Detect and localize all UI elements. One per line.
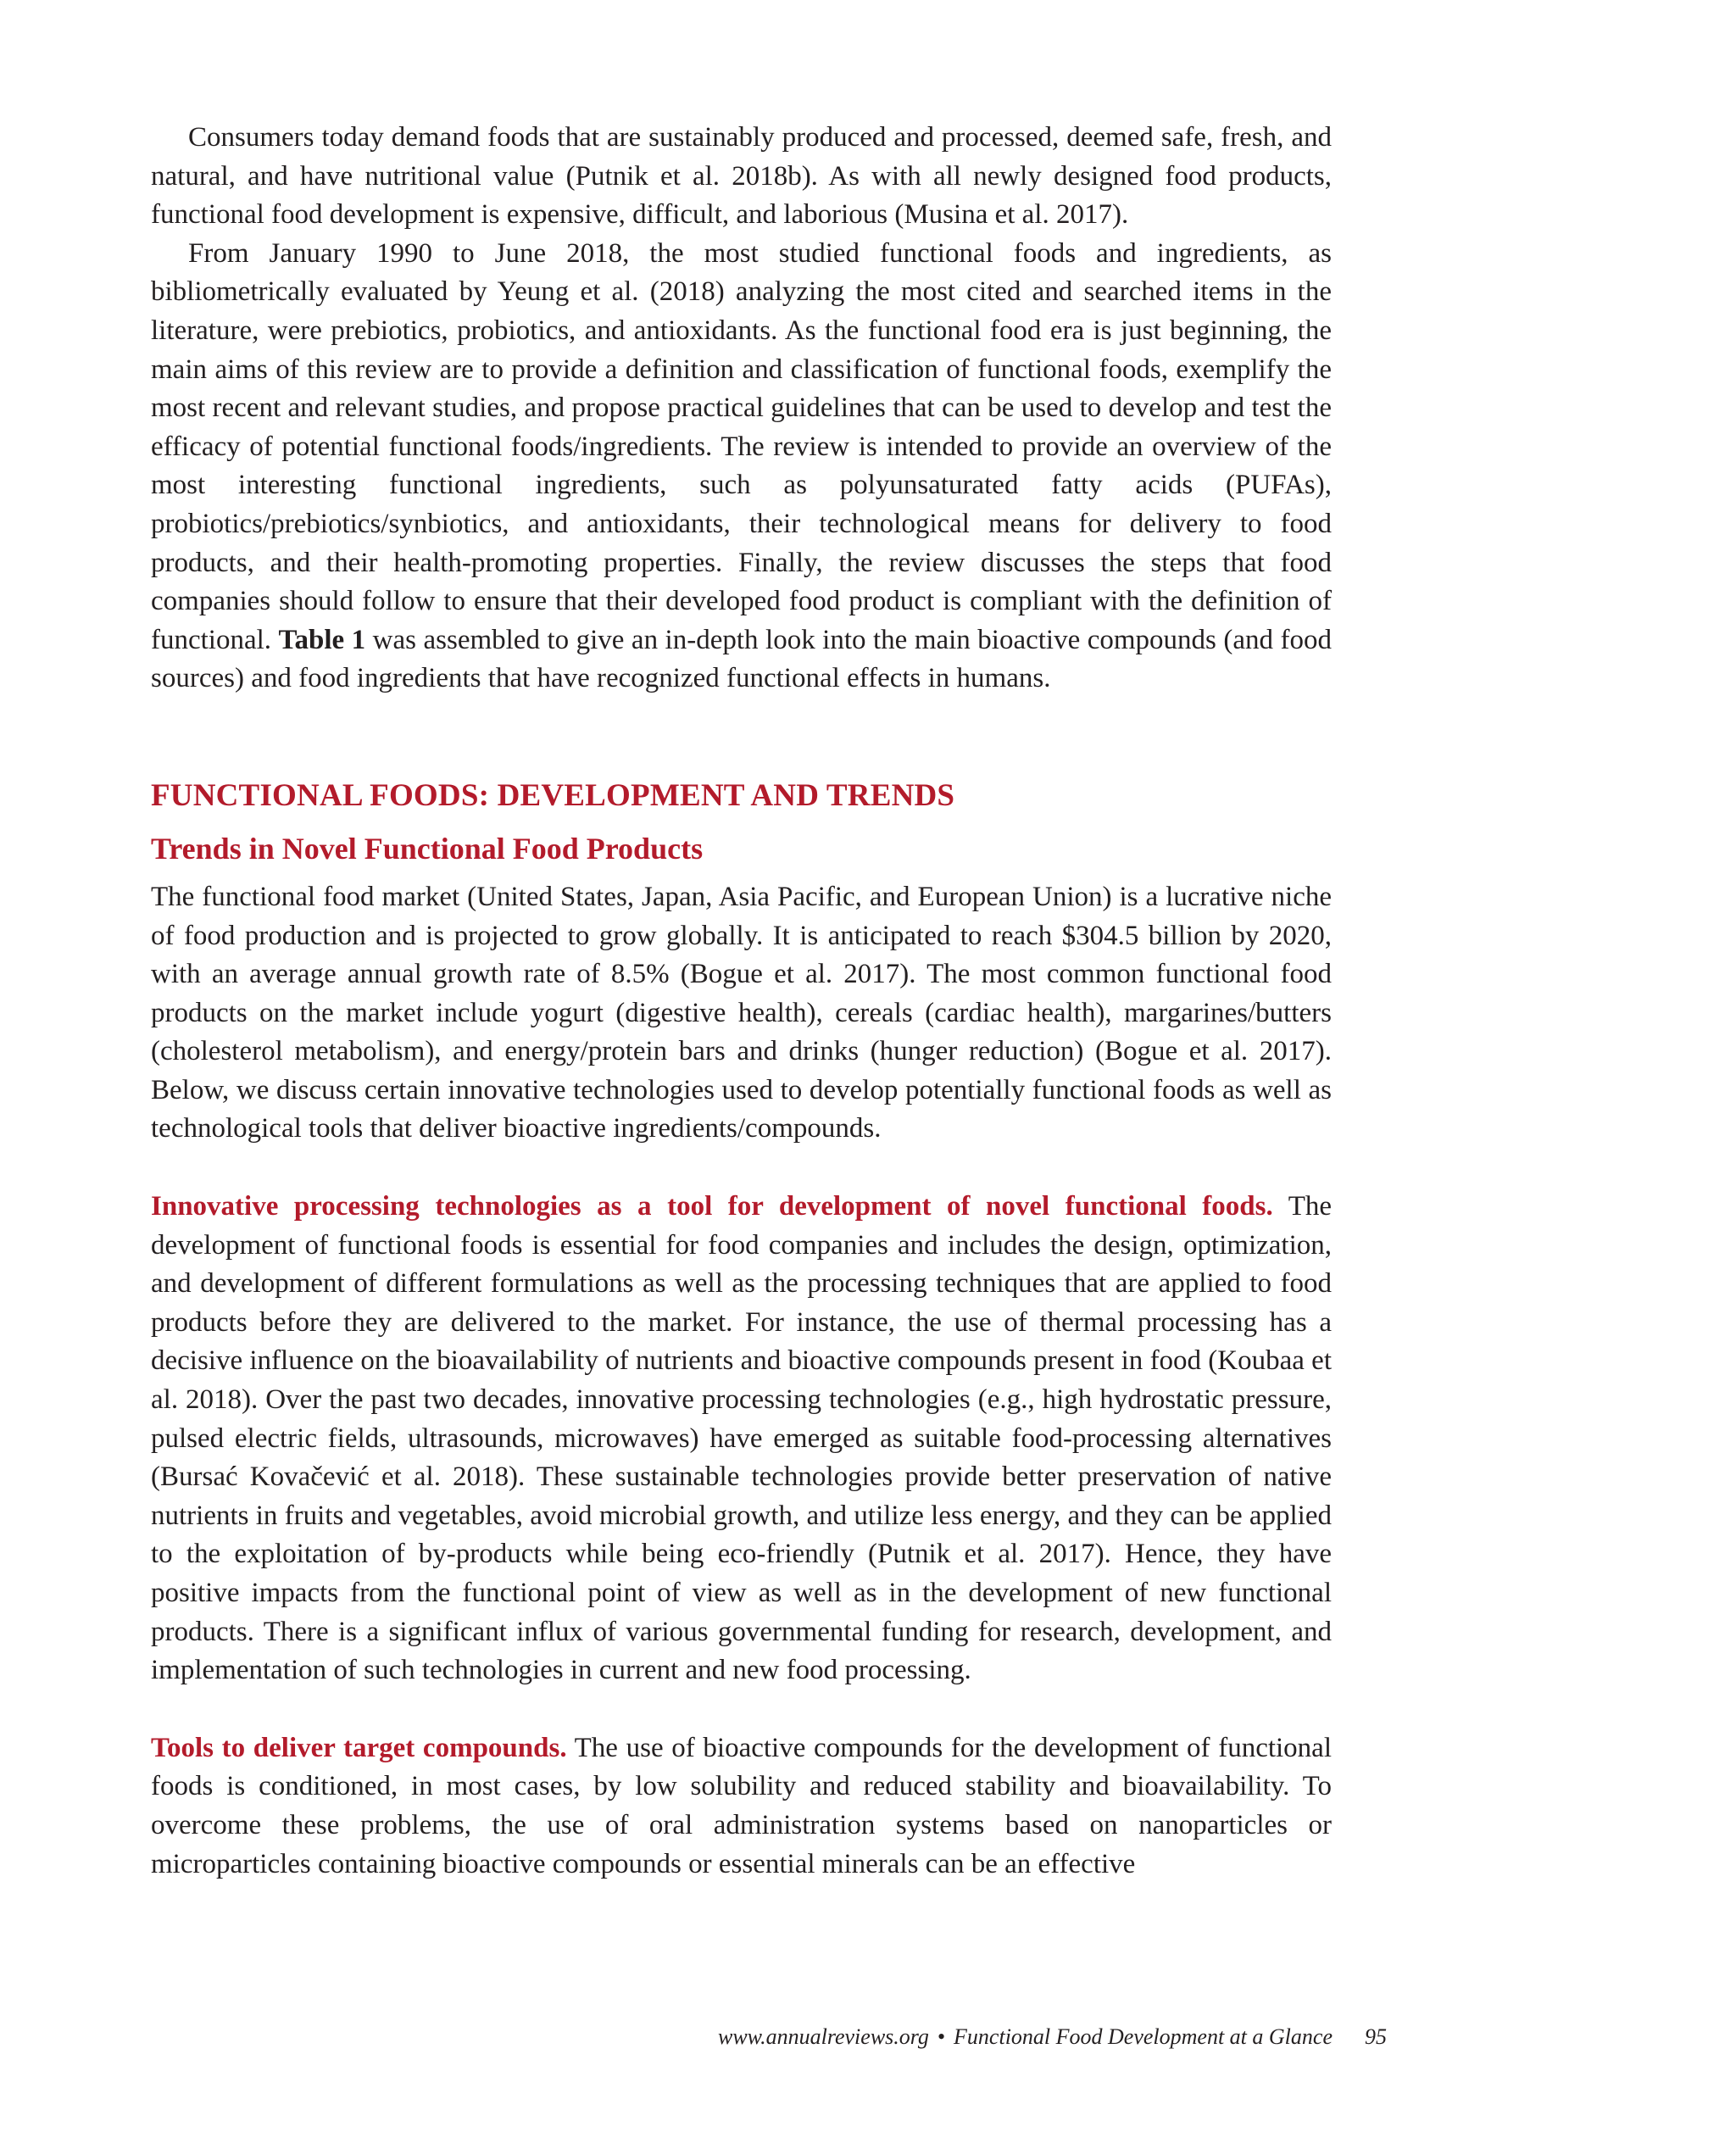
footer-running-head <box>718 2024 1333 2050</box>
innovative-processing-text: The development of functional foods is essential for food companies and includes the design, optimization, and development of different formulations as well as the processing techniques that are applied to food products before they are delivered to the market. For instance, the use of thermal processing has a decisive influence on the bioavailability of nutrients and bioactive compounds present in food (Koubaa et al. 2018). Over the past two decades, innovative processing technologies (e.g., high hydrostatic pressure, pulsed electric fields, ultrasounds, microwaves) have emerged as suitable food-processing alternatives (Bursać Kovačević et al. 2018). These sustainable technologies provide better preservation of native nutrients in fruits and vegetables, avoid microbial growth, and utilize less energy, and they can be applied to the exploitation of by-products while being eco-friendly (Putnik et al. 2017). Hence, they have positive impacts from the functional point of view as well as in the development of new functional products. There is a significant influx of various governmental funding for research, development, and implementation of such technologies in current and new food processing. <box>151 1191 1332 1686</box>
intro-paragraph-2-text-b: was assembled to give an in-depth look into the main bioactive compounds (and food sources) and food ingredients that have recognized functional effects in humans. <box>151 624 1332 694</box>
innovative-processing-paragraph <box>151 1188 1332 1690</box>
delivery-tools-text: The use of bioactive compounds for the development of functional foods is conditioned, in most cases, by low solubility and reduced stability and bioavailability. To overcome these problems, the use of oral administration systems based on nanoparticles or microparticles containing bioactive compounds or essential minerals can be an effective <box>151 1732 1332 1879</box>
section-heading: FUNCTIONAL FOODS: DEVELOPMENT AND TRENDS <box>151 777 955 813</box>
table-1-reference[interactable]: Table 1 <box>278 624 366 655</box>
delivery-tools-paragraph <box>151 1729 1332 1884</box>
article-body <box>151 119 1332 1884</box>
delivery-tools-runin-heading: Tools to deliver target compounds. <box>151 1732 567 1763</box>
innovative-processing-runin-heading: Innovative processing technologies as a tool for development of novel functional foods. <box>151 1191 1273 1222</box>
page-footer <box>0 2024 1736 2058</box>
market-trends-paragraph <box>151 878 1332 1149</box>
page-number: 95 <box>1365 2024 1387 2049</box>
intro-paragraph-2-text-a: From January 1990 to June 2018, the most studied functional foods and ingredients, as bibliometrically evaluated by Yeung et al. (2018) analyzing the most cited and searched items in the literature, were prebiotics, probiotics, and antioxidants. As the functional food era is just beginning, the main aims of this review are to provide a definition and classification of functional foods, exemplify the most recent and relevant studies, and propose practical guidelines that can be used to develop and test the efficacy of potential functional foods/ingredients. The review is intended to provide an overview of the most interesting functional ingredients, such as polyunsaturated fatty acids (PUFAs), probiotics/prebiotics/synbiotics, and antioxidants, their technological means for delivery to food products, and their health-promoting properties. Finally, the review discusses the steps that food companies should follow to ensure that their developed food product is compliant with the definition of functional. <box>151 237 1332 655</box>
spacer <box>151 1149 1332 1188</box>
market-trends-text: The functional food market (United States, Japan, Asia Pacific, and European Union) is a lucrative niche of food production and is projected to grow globally. It is anticipated to reach $304.5 billion by 2020, with an average annual growth rate of 8.5% (Bogue et al. 2017). The most common functional food products on the market include yogurt (digestive health), cereals (cardiac health), margarines/butters (cholesterol metabolism), and energy/protein bars and drinks (hunger reduction) (Bogue et al. 2017). Below, we discuss certain innovative technologies used to develop potentially functional foods as well as technological tools that deliver bioactive ingredients/compounds. <box>151 881 1332 1144</box>
spacer <box>151 699 1332 777</box>
intro-paragraph-2 <box>151 235 1332 699</box>
footer-running-title: Functional Food Development at a Glance <box>954 2024 1333 2049</box>
spacer <box>151 868 1332 878</box>
footer-website-link[interactable]: www.annualreviews.org <box>718 2024 929 2049</box>
intro-paragraph-1 <box>151 119 1332 235</box>
spacer <box>151 1690 1332 1729</box>
footer-bullet: • <box>937 2024 946 2049</box>
subsection-heading: Trends in Novel Functional Food Products <box>151 831 704 866</box>
spacer <box>151 816 1332 829</box>
intro-paragraph-1-text: Consumers today demand foods that are sustainably produced and processed, deemed safe, fresh, and natural, and have nutritional value (Putnik et al. 2018b). As with all newly designed food products, functional food development is expensive, difficult, and laborious (Musina et al. 2017). <box>151 122 1332 231</box>
